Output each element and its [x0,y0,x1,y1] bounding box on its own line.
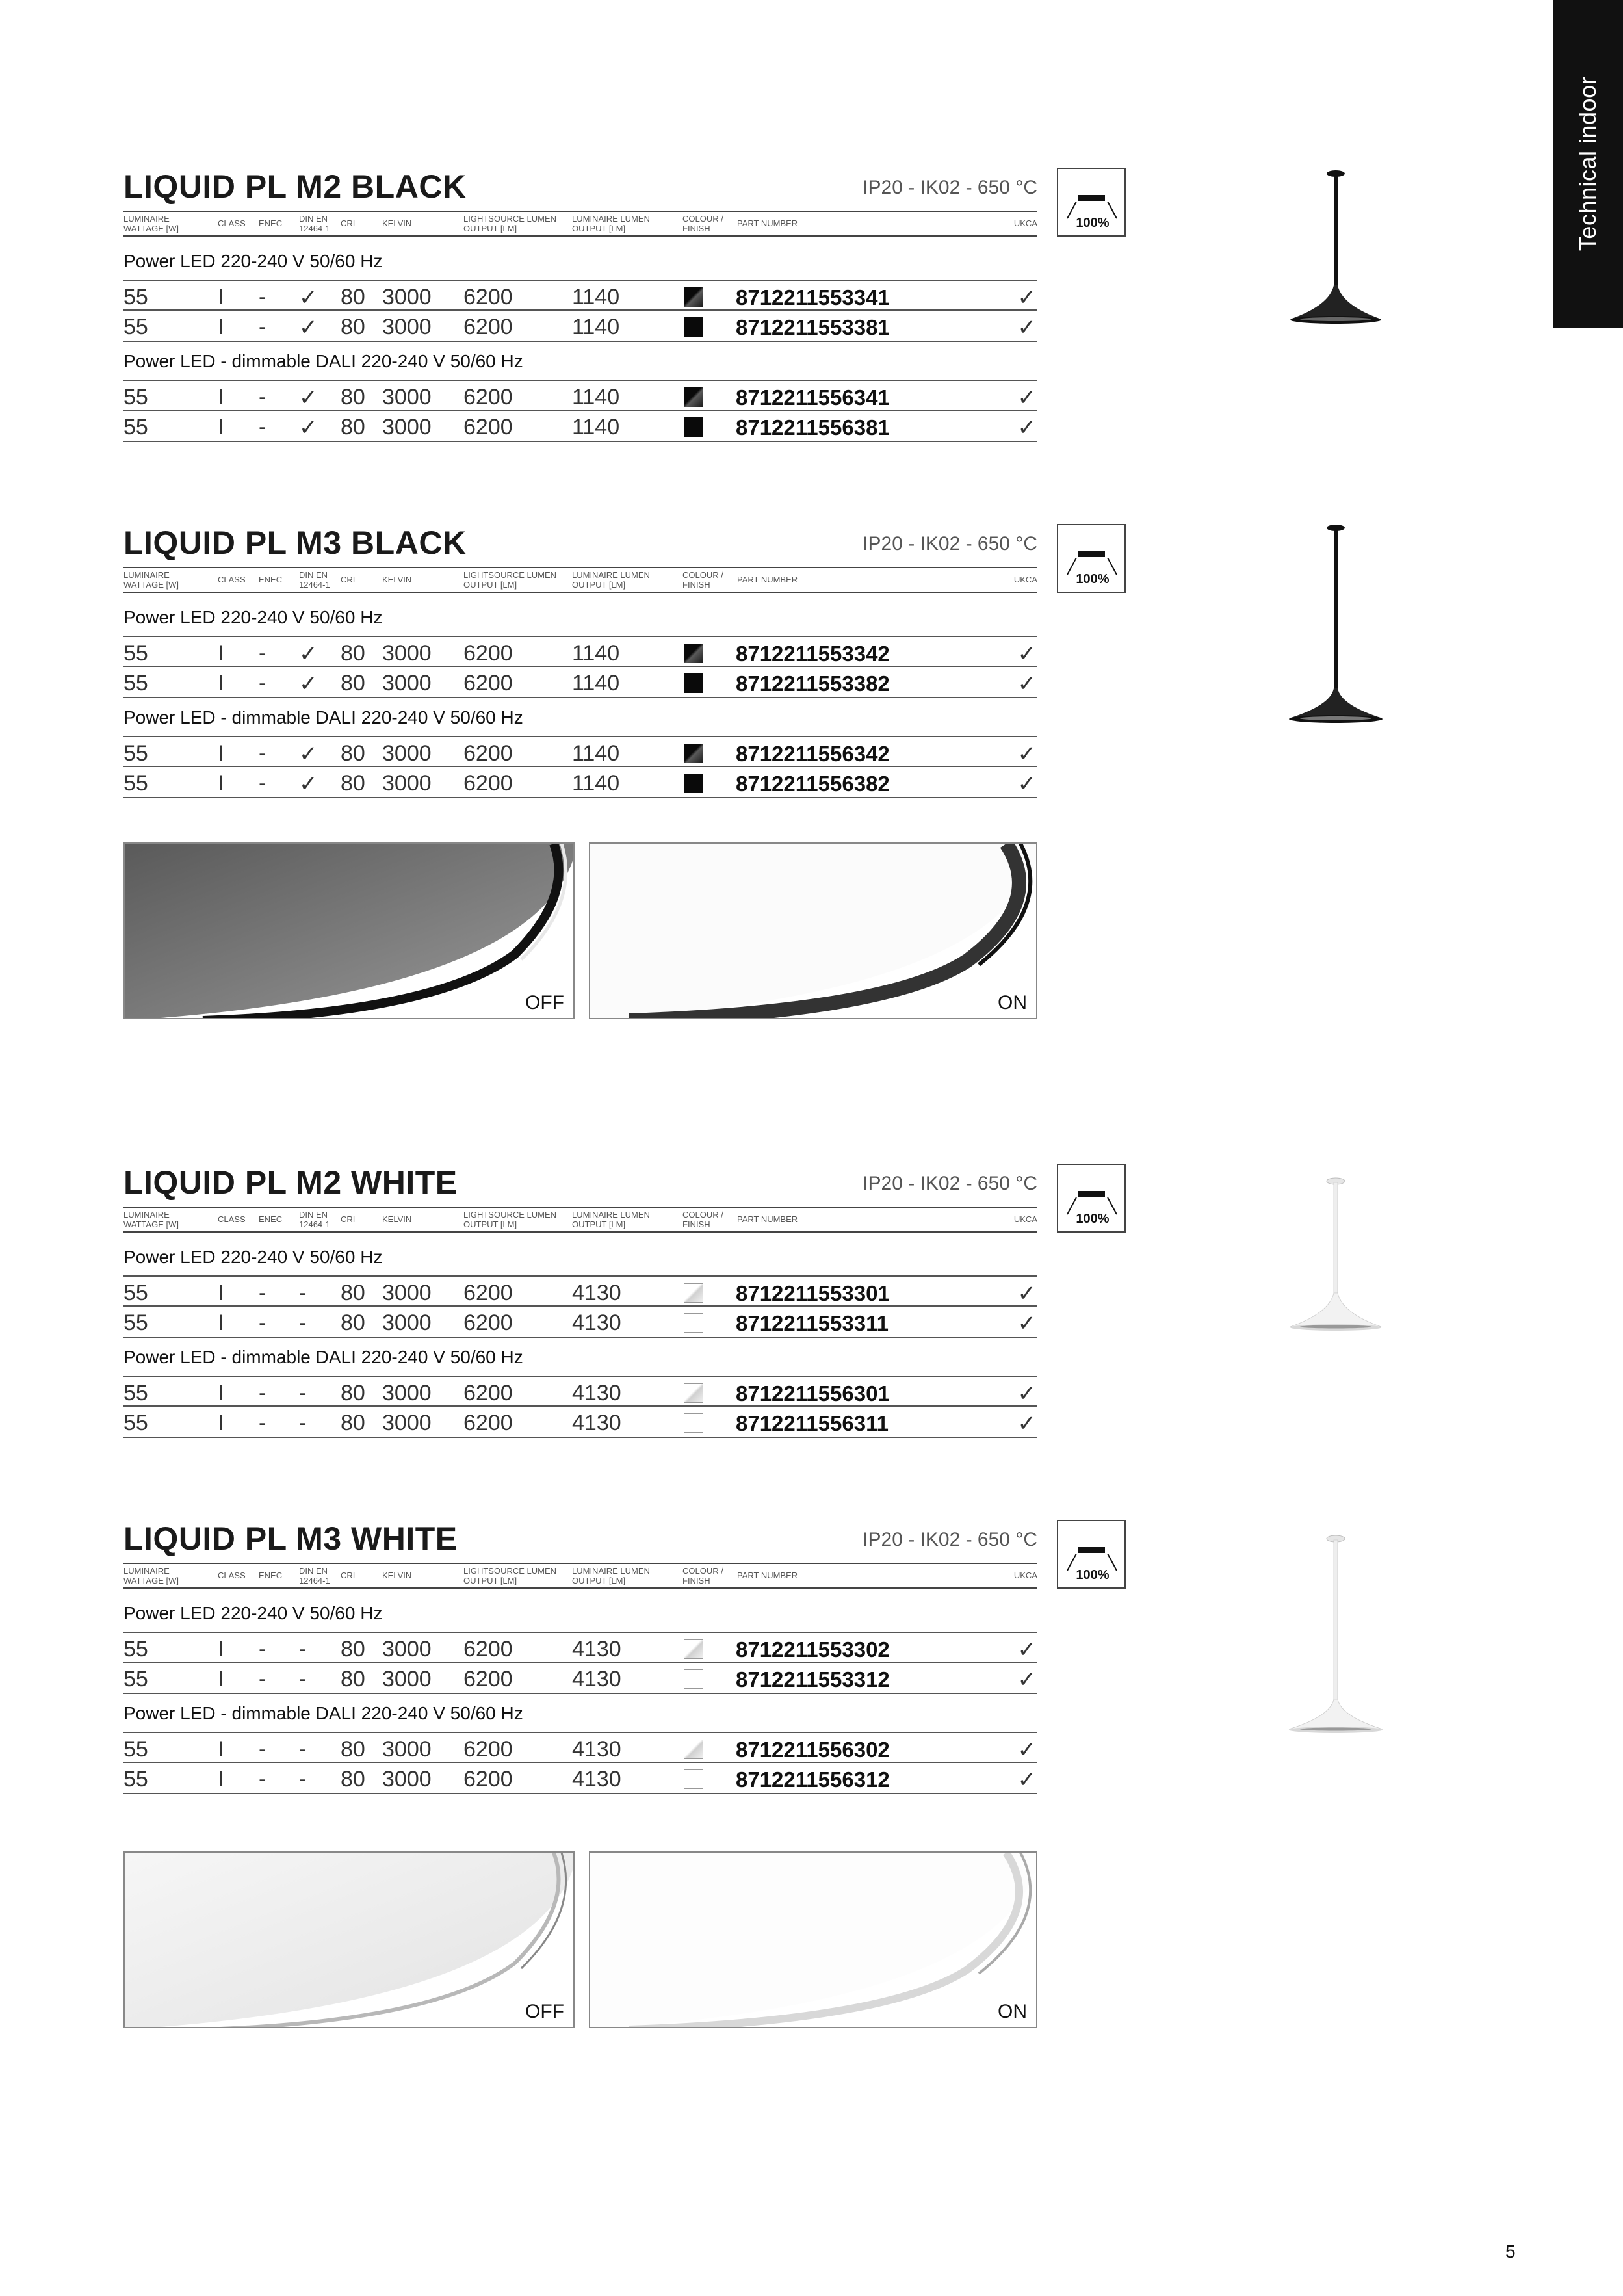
product-section [123,1520,1037,1799]
ukca-check-icon: ✓ [1017,1768,1036,1792]
wattage-cell: 55 [123,315,148,339]
table-header [123,211,1037,237]
table-header [123,1207,1037,1233]
cri-cell: 80 [341,1737,365,1762]
header-wattage: LUMINAIRE WATTAGE [W] [123,214,179,233]
din-cell: - [299,1411,307,1435]
light-distribution-icon [1057,524,1126,593]
product-title: LIQUID PL M3 WHITE [123,1520,458,1557]
luminaire-lumen-cell: 1140 [572,771,620,796]
ukca-check-icon: ✓ [1017,315,1036,340]
part-number: 8712211553341 [736,285,890,309]
kelvin-cell: 3000 [382,1311,432,1335]
part-number: 8712211556311 [736,1411,889,1435]
kelvin-cell: 3000 [382,415,432,439]
lightsource-lumen-cell: 6200 [463,1767,513,1792]
finish-swatch [684,317,703,337]
kelvin-cell: 3000 [382,1637,432,1662]
din-cell: - [299,1311,307,1335]
header-ukca: UKCA [1013,1571,1037,1580]
product-section [123,1164,1037,1443]
kelvin-cell: 3000 [382,1411,432,1435]
table-header [123,567,1037,593]
ukca-check-icon: ✓ [1017,642,1036,666]
table-row [123,311,1037,342]
din-cell: ✓ [299,742,318,766]
header-colour: COLOUR / FINISH [682,570,723,590]
light-distribution-icon [1057,1520,1126,1589]
wattage-cell: 55 [123,1637,148,1662]
class-cell: I [218,671,224,696]
din-cell: - [299,1281,307,1305]
din-cell: - [299,1667,307,1691]
class-cell: I [218,1281,224,1305]
header-colour: COLOUR / FINISH [682,214,723,233]
luminaire-lumen-cell: 1140 [572,415,620,439]
din-cell: ✓ [299,772,318,796]
header-enec: ENEC [259,1214,283,1224]
downlight-bar-icon [1078,1547,1105,1553]
lightsource-lumen-cell: 6200 [463,1737,513,1762]
power-group-label: Power LED 220-240 V 50/60 Hz [123,251,383,271]
part-number: 8712211553301 [736,1281,890,1305]
wattage-cell: 55 [123,1667,148,1691]
photo-white-on [589,1851,1037,2028]
enec-cell: - [259,415,266,439]
enec-cell: - [259,1311,266,1335]
photo-white-off-label: OFF [525,2001,564,2022]
finish-swatch [684,287,703,307]
enec-cell: - [259,1637,266,1662]
product-section [123,168,1037,447]
photo-black-off-label: OFF [525,992,564,1013]
ukca-check-icon: ✓ [1017,1311,1036,1336]
table-row [123,1663,1037,1694]
header-enec: ENEC [259,1571,283,1580]
enec-cell: - [259,641,266,666]
din-cell: ✓ [299,315,318,340]
class-cell: I [218,285,224,309]
part-number: 8712211556382 [736,772,890,796]
light-distribution-percent: 100% [1076,1568,1110,1582]
kelvin-cell: 3000 [382,285,432,309]
header-colour: COLOUR / FINISH [682,1210,723,1229]
luminaire-lumen-cell: 4130 [572,1411,621,1435]
part-number: 8712211556381 [736,415,890,439]
header-ls_lumen: LIGHTSOURCE LUMEN OUTPUT [LM] [463,1210,557,1229]
cri-cell: 80 [341,1311,365,1335]
class-cell: I [218,1311,224,1335]
enec-cell: - [259,315,266,339]
luminaire-lumen-cell: 1140 [572,385,620,410]
photo-white-on-label: ON [998,2001,1027,2022]
side-tab [1553,0,1623,328]
ip-rating: IP20 - IK02 - 650 °C [863,177,1037,198]
light-distribution-percent: 100% [1076,572,1110,586]
kelvin-cell: 3000 [382,741,432,766]
product-title: LIQUID PL M2 WHITE [123,1164,458,1201]
part-number: 8712211556342 [736,742,890,766]
class-cell: I [218,1737,224,1762]
table-row [123,636,1037,667]
luminaire-lumen-cell: 4130 [572,1637,621,1662]
header-kelvin: KELVIN [382,218,412,228]
class-cell: I [218,1667,224,1691]
header-kelvin: KELVIN [382,575,412,584]
header-enec: ENEC [259,575,283,584]
ukca-check-icon: ✓ [1017,1637,1036,1662]
table-row [123,1763,1037,1794]
part-number: 8712211556301 [736,1381,890,1405]
cri-cell: 80 [341,385,365,410]
enec-cell: - [259,1737,266,1762]
din-cell: ✓ [299,385,318,410]
power-group-label: Power LED - dimmable DALI 220-240 V 50/60 Hz [123,1347,523,1367]
luminaire-lumen-cell: 4130 [572,1281,621,1305]
part-number: 8712211556341 [736,385,890,410]
photo-black-on [589,842,1037,1019]
wattage-cell: 55 [123,741,148,766]
kelvin-cell: 3000 [382,1737,432,1762]
lamp-m2-white-image [1284,1173,1388,1336]
finish-swatch [684,644,703,663]
header-din: DIN EN 12464-1 [299,1210,330,1229]
header-kelvin: KELVIN [382,1214,412,1224]
header-wattage: LUMINAIRE WATTAGE [W] [123,1210,179,1229]
part-number: 8712211553381 [736,315,890,339]
lightsource-lumen-cell: 6200 [463,1281,513,1305]
enec-cell: - [259,671,266,696]
header-ukca: UKCA [1013,218,1037,228]
kelvin-cell: 3000 [382,671,432,696]
page-number: 5 [1505,2241,1516,2262]
power-group-label: Power LED 220-240 V 50/60 Hz [123,1603,383,1623]
lamp-m3-white-image [1284,1531,1388,1739]
cri-cell: 80 [341,1381,365,1405]
header-part: PART NUMBER [737,218,798,228]
lightsource-lumen-cell: 6200 [463,1667,513,1691]
part-number: 8712211553342 [736,642,890,666]
header-wattage: LUMINAIRE WATTAGE [W] [123,570,179,590]
din-cell: - [299,1767,307,1792]
table-header [123,1563,1037,1589]
kelvin-cell: 3000 [382,771,432,796]
table-row [123,380,1037,411]
header-wattage: LUMINAIRE WATTAGE [W] [123,1566,179,1585]
lightsource-lumen-cell: 6200 [463,1381,513,1405]
part-number: 8712211553311 [736,1311,889,1335]
finish-swatch [684,1769,703,1789]
header-ls_lumen: LIGHTSOURCE LUMEN OUTPUT [LM] [463,214,557,233]
enec-cell: - [259,1767,266,1792]
din-cell: ✓ [299,642,318,666]
cri-cell: 80 [341,285,365,309]
ukca-check-icon: ✓ [1017,772,1036,796]
lightsource-lumen-cell: 6200 [463,315,513,339]
finish-swatch [684,774,703,793]
class-cell: I [218,1767,224,1792]
wattage-cell: 55 [123,415,148,439]
part-number: 8712211553302 [736,1637,890,1662]
finish-swatch [684,1740,703,1759]
finish-swatch [684,1383,703,1403]
ukca-check-icon: ✓ [1017,672,1036,696]
header-kelvin: KELVIN [382,1571,412,1580]
enec-cell: - [259,741,266,766]
finish-swatch [684,417,703,437]
lamp-m2-black-image [1284,166,1388,328]
lightsource-lumen-cell: 6200 [463,1311,513,1335]
enec-cell: - [259,285,266,309]
photo-black-off [123,842,575,1019]
power-group-label: Power LED 220-240 V 50/60 Hz [123,607,383,627]
cri-cell: 80 [341,771,365,796]
ip-rating: IP20 - IK02 - 650 °C [863,1529,1037,1550]
header-lum_lumen: LUMINAIRE LUMEN OUTPUT [LM] [572,1566,650,1585]
header-enec: ENEC [259,218,283,228]
class-cell: I [218,385,224,410]
cri-cell: 80 [341,1637,365,1662]
downlight-bar-icon [1078,1191,1105,1197]
class-cell: I [218,771,224,796]
header-class: CLASS [218,218,246,228]
kelvin-cell: 3000 [382,1767,432,1792]
downlight-bar-icon [1078,195,1105,201]
luminaire-lumen-cell: 4130 [572,1381,621,1405]
table-row [123,280,1037,311]
header-part: PART NUMBER [737,575,798,584]
header-din: DIN EN 12464-1 [299,1566,330,1585]
kelvin-cell: 3000 [382,1281,432,1305]
class-cell: I [218,641,224,666]
downlight-bar-icon [1078,551,1105,557]
luminaire-lumen-cell: 4130 [572,1667,621,1691]
ukca-check-icon: ✓ [1017,1281,1036,1306]
header-part: PART NUMBER [737,1571,798,1580]
header-din: DIN EN 12464-1 [299,214,330,233]
finish-swatch [684,1313,703,1333]
kelvin-cell: 3000 [382,315,432,339]
finish-swatch [684,744,703,763]
table-row [123,1407,1037,1438]
wattage-cell: 55 [123,1311,148,1335]
finish-swatch [684,673,703,693]
table-row [123,1732,1037,1763]
lightsource-lumen-cell: 6200 [463,1411,513,1435]
ip-rating: IP20 - IK02 - 650 °C [863,1173,1037,1194]
photo-white-off [123,1851,575,2028]
header-lum_lumen: LUMINAIRE LUMEN OUTPUT [LM] [572,214,650,233]
product-title: LIQUID PL M3 BLACK [123,525,467,561]
cri-cell: 80 [341,415,365,439]
wattage-cell: 55 [123,1381,148,1405]
kelvin-cell: 3000 [382,1667,432,1691]
power-group-label: Power LED - dimmable DALI 220-240 V 50/60 Hz [123,351,523,371]
luminaire-lumen-cell: 1140 [572,641,620,666]
wattage-cell: 55 [123,1411,148,1435]
header-class: CLASS [218,1214,246,1224]
class-cell: I [218,1381,224,1405]
lightsource-lumen-cell: 6200 [463,1637,513,1662]
lightsource-lumen-cell: 6200 [463,671,513,696]
header-lum_lumen: LUMINAIRE LUMEN OUTPUT [LM] [572,1210,650,1229]
ip-rating: IP20 - IK02 - 650 °C [863,533,1037,554]
header-colour: COLOUR / FINISH [682,1566,723,1585]
class-cell: I [218,741,224,766]
finish-swatch [684,1283,703,1303]
din-cell: ✓ [299,415,318,440]
cri-cell: 80 [341,741,365,766]
luminaire-lumen-cell: 4130 [572,1767,621,1792]
side-tab-label: Technical indoor [1574,76,1601,252]
header-ls_lumen: LIGHTSOURCE LUMEN OUTPUT [LM] [463,1566,557,1585]
ukca-check-icon: ✓ [1017,1738,1036,1762]
ukca-check-icon: ✓ [1017,1411,1036,1436]
cri-cell: 80 [341,315,365,339]
kelvin-cell: 3000 [382,385,432,410]
luminaire-lumen-cell: 4130 [572,1311,621,1335]
ukca-check-icon: ✓ [1017,285,1036,310]
light-distribution-percent: 100% [1076,216,1110,230]
table-row [123,736,1037,767]
product-title: LIQUID PL M2 BLACK [123,168,467,205]
lightsource-lumen-cell: 6200 [463,641,513,666]
lightsource-lumen-cell: 6200 [463,771,513,796]
luminaire-lumen-cell: 4130 [572,1737,621,1762]
din-cell: - [299,1381,307,1405]
wattage-cell: 55 [123,1281,148,1305]
din-cell: ✓ [299,285,318,310]
wattage-cell: 55 [123,285,148,309]
table-row [123,1376,1037,1407]
finish-swatch [684,1413,703,1433]
ukca-check-icon: ✓ [1017,415,1036,440]
table-row [123,411,1037,442]
wattage-cell: 55 [123,671,148,696]
enec-cell: - [259,1411,266,1435]
lightsource-lumen-cell: 6200 [463,415,513,439]
ukca-check-icon: ✓ [1017,385,1036,410]
power-group-label: Power LED - dimmable DALI 220-240 V 50/60 Hz [123,1703,523,1723]
light-distribution-icon [1057,168,1126,237]
table-row [123,767,1037,798]
power-group-label: Power LED - dimmable DALI 220-240 V 50/60 Hz [123,707,523,727]
din-cell: ✓ [299,672,318,696]
header-ukca: UKCA [1013,1214,1037,1224]
enec-cell: - [259,771,266,796]
power-group-label: Power LED 220-240 V 50/60 Hz [123,1247,383,1267]
header-cri: CRI [341,575,356,584]
lightsource-lumen-cell: 6200 [463,285,513,309]
class-cell: I [218,1411,224,1435]
header-class: CLASS [218,575,246,584]
cri-cell: 80 [341,1667,365,1691]
enec-cell: - [259,385,266,410]
class-cell: I [218,415,224,439]
wattage-cell: 55 [123,385,148,410]
light-distribution-percent: 100% [1076,1212,1110,1226]
part-number: 8712211556312 [736,1768,890,1792]
finish-swatch [684,387,703,407]
cri-cell: 80 [341,671,365,696]
header-class: CLASS [218,1571,246,1580]
table-row [123,1275,1037,1307]
luminaire-lumen-cell: 1140 [572,315,620,339]
luminaire-lumen-cell: 1140 [572,671,620,696]
header-ls_lumen: LIGHTSOURCE LUMEN OUTPUT [LM] [463,570,557,590]
lightsource-lumen-cell: 6200 [463,385,513,410]
cri-cell: 80 [341,641,365,666]
photo-black-on-label: ON [998,992,1027,1013]
enec-cell: - [259,1281,266,1305]
header-cri: CRI [341,1571,356,1580]
cri-cell: 80 [341,1281,365,1305]
part-number: 8712211553382 [736,672,890,696]
wattage-cell: 55 [123,1737,148,1762]
header-lum_lumen: LUMINAIRE LUMEN OUTPUT [LM] [572,570,650,590]
wattage-cell: 55 [123,771,148,796]
luminaire-lumen-cell: 1140 [572,741,620,766]
header-cri: CRI [341,1214,356,1224]
class-cell: I [218,1637,224,1662]
part-number: 8712211553312 [736,1667,890,1691]
table-row [123,667,1037,698]
product-section [123,524,1037,803]
finish-swatch [684,1639,703,1659]
header-part: PART NUMBER [737,1214,798,1224]
table-row [123,1307,1037,1338]
finish-swatch [684,1669,703,1689]
wattage-cell: 55 [123,641,148,666]
header-cri: CRI [341,218,356,228]
luminaire-lumen-cell: 1140 [572,285,620,309]
enec-cell: - [259,1381,266,1405]
wattage-cell: 55 [123,1767,148,1792]
lightsource-lumen-cell: 6200 [463,741,513,766]
ukca-check-icon: ✓ [1017,742,1036,766]
enec-cell: - [259,1667,266,1691]
header-ukca: UKCA [1013,575,1037,584]
ukca-check-icon: ✓ [1017,1381,1036,1406]
cri-cell: 80 [341,1767,365,1792]
table-row [123,1632,1037,1663]
header-din: DIN EN 12464-1 [299,570,330,590]
part-number: 8712211556302 [736,1738,890,1762]
class-cell: I [218,315,224,339]
kelvin-cell: 3000 [382,1381,432,1405]
din-cell: - [299,1737,307,1762]
din-cell: - [299,1637,307,1662]
ukca-check-icon: ✓ [1017,1667,1036,1692]
light-distribution-icon [1057,1164,1126,1233]
cri-cell: 80 [341,1411,365,1435]
lamp-m3-black-image [1284,520,1388,728]
kelvin-cell: 3000 [382,641,432,666]
